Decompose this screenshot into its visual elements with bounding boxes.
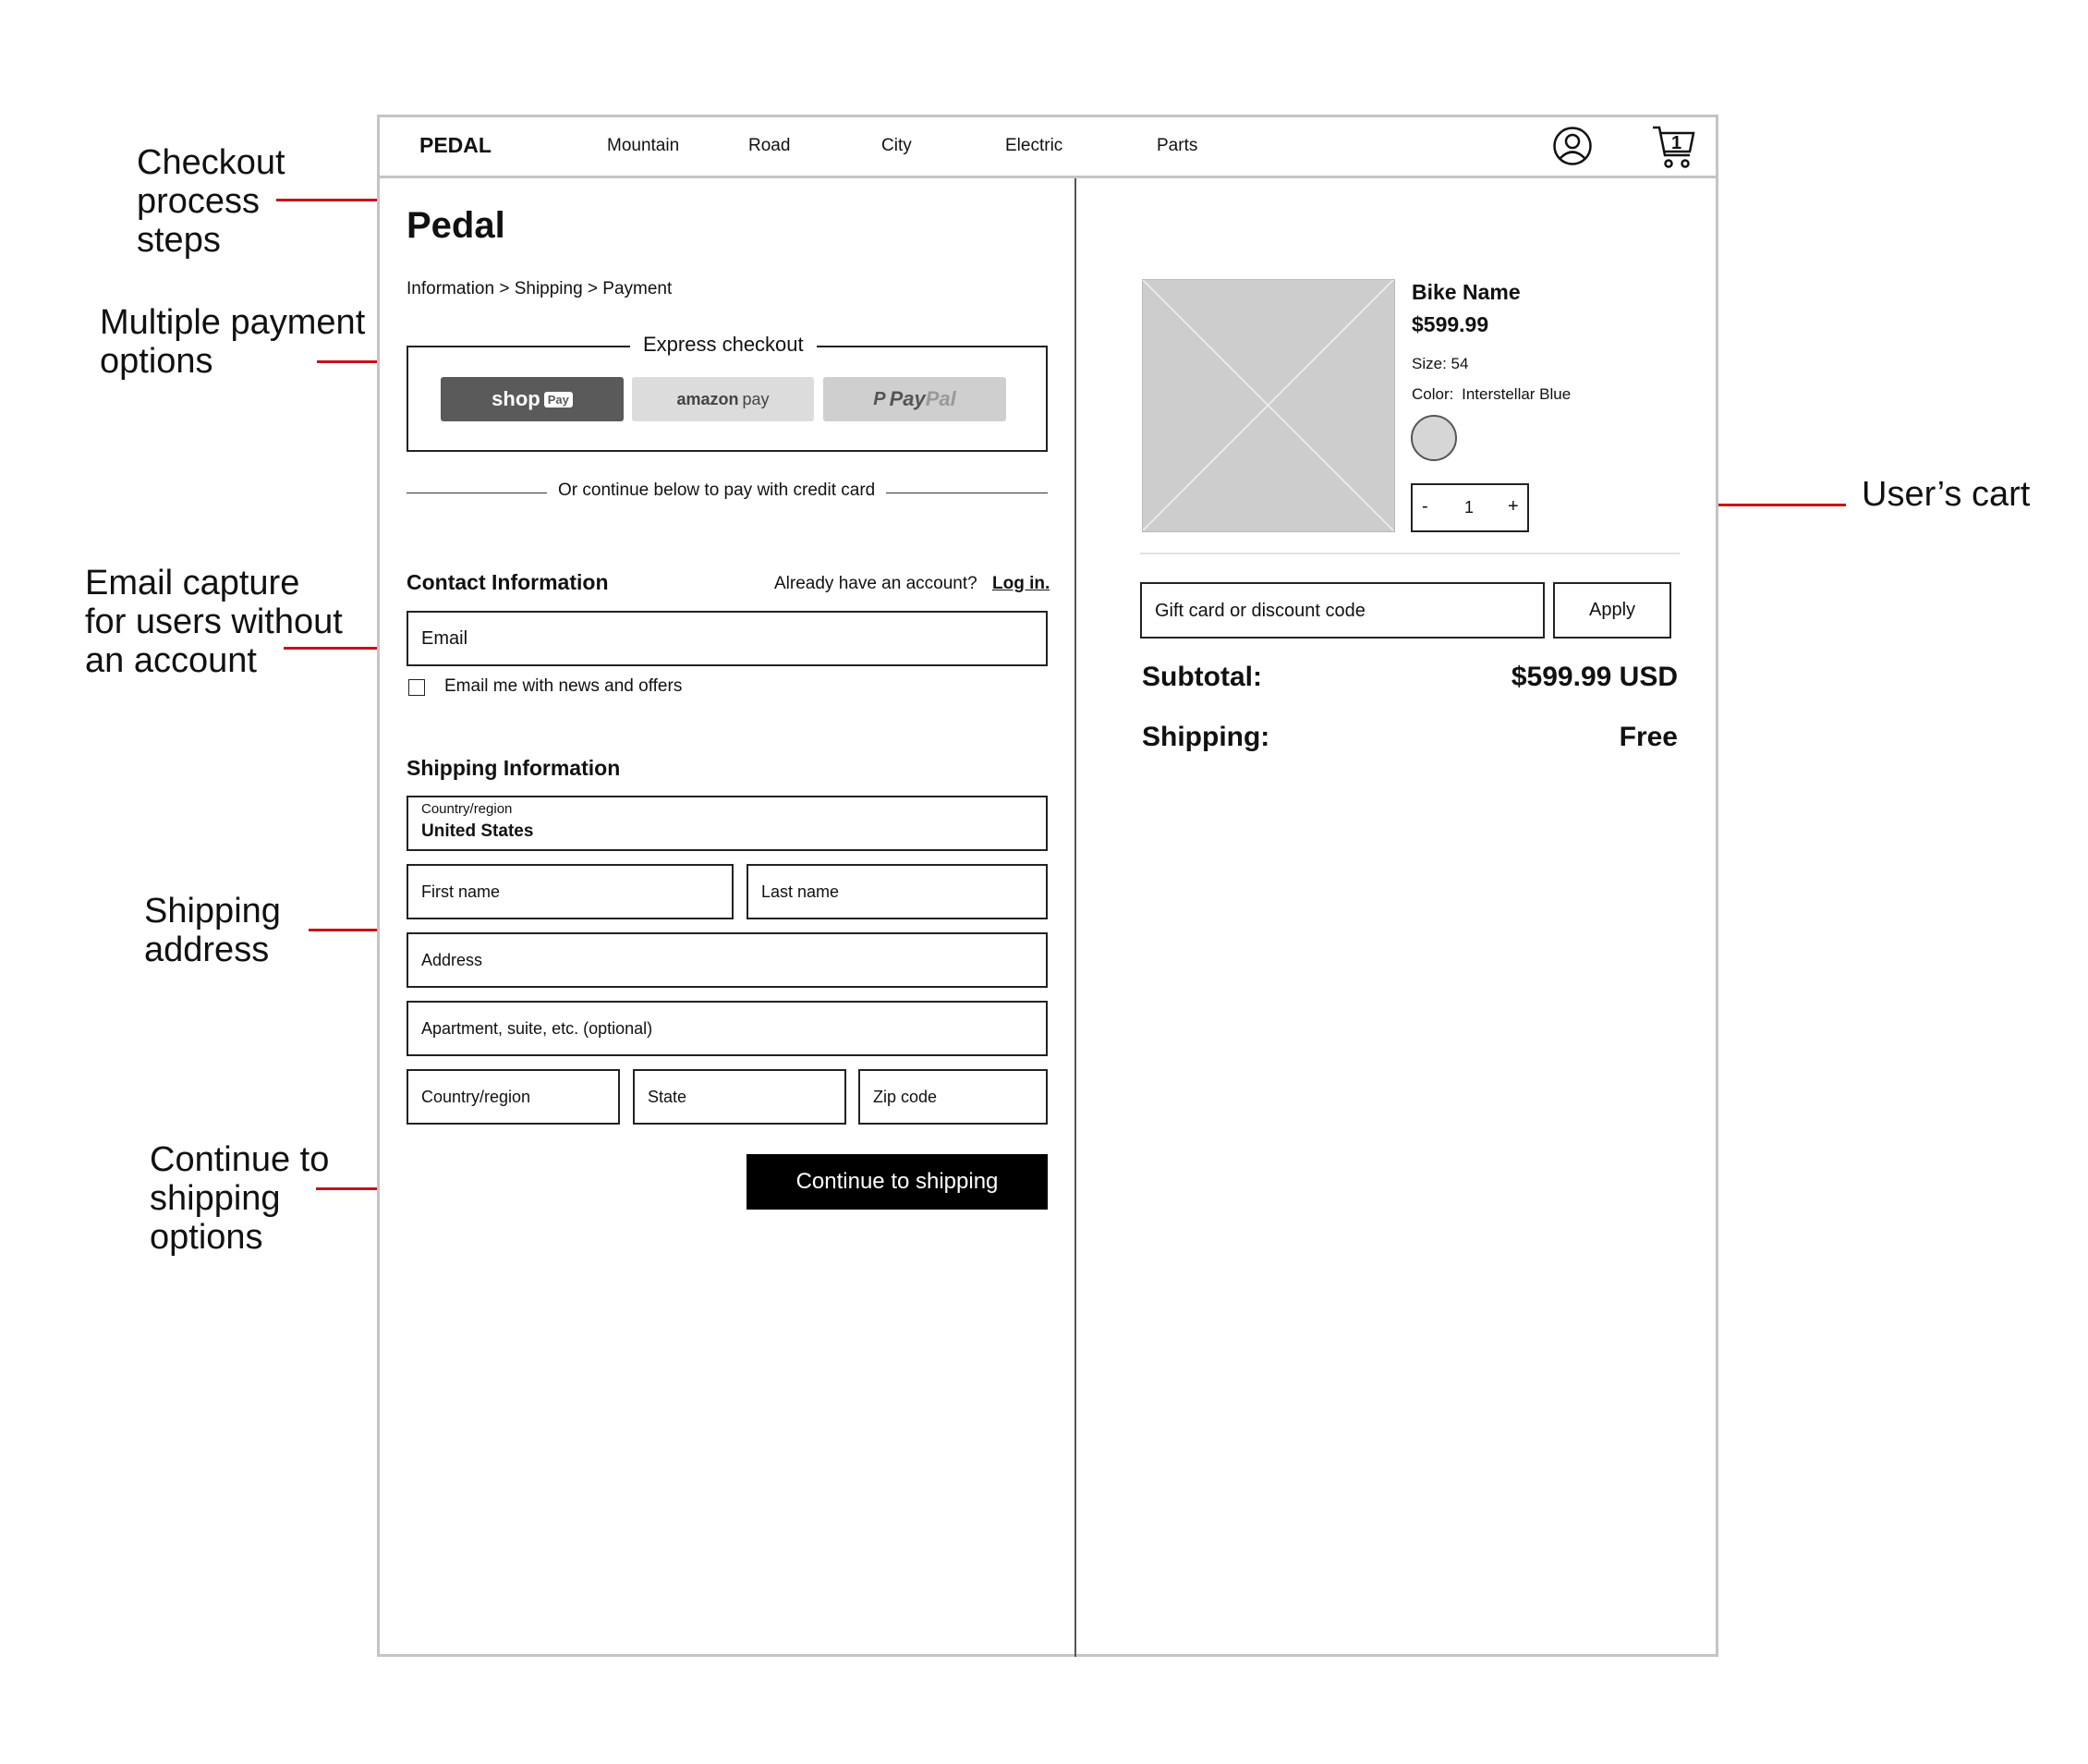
discount-placeholder: Gift card or discount code <box>1155 601 1366 621</box>
nav-item-parts[interactable]: Parts <box>1157 136 1198 155</box>
state-placeholder: State <box>648 1088 687 1106</box>
shop-pay-badge: Pay <box>544 392 573 408</box>
zip-placeholder: Zip code <box>873 1088 938 1106</box>
state-field[interactable] <box>633 1069 846 1125</box>
product-size: Size: 54 <box>1412 355 1469 372</box>
newsletter-label: Email me with news and offers <box>444 676 683 696</box>
subtotal-label: Subtotal: <box>1142 662 1262 692</box>
paypal-suffix: Pal <box>925 387 956 410</box>
or-divider-text: Or continue below to pay with credit card <box>547 481 886 501</box>
annotation-users-cart: User’s cart <box>1862 475 2031 514</box>
quantity-value[interactable]: 1 <box>1464 498 1475 517</box>
brand-logo[interactable]: PEDAL <box>419 133 492 157</box>
apartment-placeholder: Apartment, suite, etc. (optional) <box>421 1019 653 1038</box>
amazon-pay-label: amazon <box>676 389 739 408</box>
product-name: Bike Name <box>1412 280 1521 304</box>
shopping-cart-icon[interactable] <box>1651 124 1697 170</box>
nav-item-road[interactable]: Road <box>748 136 791 155</box>
apply-button[interactable]: Apply <box>1553 582 1671 639</box>
paypal-label: Pay <box>889 387 926 410</box>
country-select-value: United States <box>421 821 534 841</box>
shop-pay-label: shop <box>492 387 540 410</box>
shipping-label: Shipping: <box>1142 722 1270 752</box>
subtotal-value: $599.99 USD <box>1511 662 1678 692</box>
product-color <box>1412 385 1571 404</box>
product-color-value: Interstellar Blue <box>1462 385 1572 403</box>
cart-count-badge: 1 <box>1671 133 1682 153</box>
product-price: $599.99 <box>1412 312 1489 336</box>
newsletter-checkbox[interactable] <box>408 679 425 696</box>
shop-pay-button[interactable] <box>441 377 624 421</box>
annotation-checkout-steps: Checkout process steps <box>137 143 285 260</box>
first-name-placeholder: First name <box>421 882 501 901</box>
shipping-value: Free <box>1619 722 1678 752</box>
express-checkout-label: Express checkout <box>630 333 817 357</box>
nav-item-electric[interactable]: Electric <box>1005 136 1063 155</box>
column-divider <box>1074 178 1076 1657</box>
country-field[interactable] <box>407 1069 620 1125</box>
breadcrumb[interactable]: Information > Shipping > Payment <box>407 279 673 298</box>
nav-item-mountain[interactable]: Mountain <box>607 136 680 155</box>
user-circle-icon[interactable] <box>1552 126 1593 166</box>
have-account-text: Already have an account? <box>774 574 977 593</box>
color-swatch[interactable] <box>1411 415 1457 461</box>
last-name-field[interactable] <box>747 864 1048 919</box>
paypal-icon: P <box>873 388 886 409</box>
discount-code-field[interactable] <box>1140 582 1545 639</box>
email-placeholder: Email <box>421 628 468 649</box>
apartment-field[interactable] <box>407 1001 1048 1056</box>
amazon-pay-button[interactable] <box>632 377 814 421</box>
nav-divider <box>377 176 1718 178</box>
contact-heading: Contact Information <box>407 570 609 594</box>
country-select-label: Country/region <box>421 801 513 817</box>
country-placeholder: Country/region <box>421 1088 531 1106</box>
amazon-pay-suffix: pay <box>742 389 770 408</box>
cart-divider <box>1140 553 1680 554</box>
address-placeholder: Address <box>421 951 483 969</box>
nav-item-city[interactable]: City <box>881 136 912 155</box>
product-color-label: Color: <box>1412 385 1454 403</box>
address-field[interactable] <box>407 932 1048 988</box>
quantity-minus-button[interactable]: - <box>1422 496 1428 517</box>
annotation-continue: Continue to shipping options <box>150 1140 330 1257</box>
annotation-email-capture: Email capture for users without an account <box>85 564 343 680</box>
paypal-button[interactable] <box>823 377 1006 421</box>
login-link[interactable]: Log in. <box>992 574 1050 593</box>
last-name-placeholder: Last name <box>761 882 840 901</box>
continue-to-shipping-button[interactable]: Continue to shipping <box>747 1154 1048 1210</box>
first-name-field[interactable] <box>407 864 734 919</box>
quantity-plus-button[interactable]: + <box>1508 496 1519 517</box>
shipping-heading: Shipping Information <box>407 756 621 780</box>
annotation-payment-options: Multiple payment options <box>100 303 366 381</box>
page-title: Pedal <box>407 205 505 246</box>
country-select[interactable] <box>407 796 1048 851</box>
quantity-stepper <box>1411 483 1529 532</box>
email-field[interactable] <box>407 611 1048 666</box>
zip-field[interactable] <box>858 1069 1048 1125</box>
product-image-placeholder <box>1142 279 1395 532</box>
annotation-shipping-address: Shipping address <box>144 892 281 969</box>
